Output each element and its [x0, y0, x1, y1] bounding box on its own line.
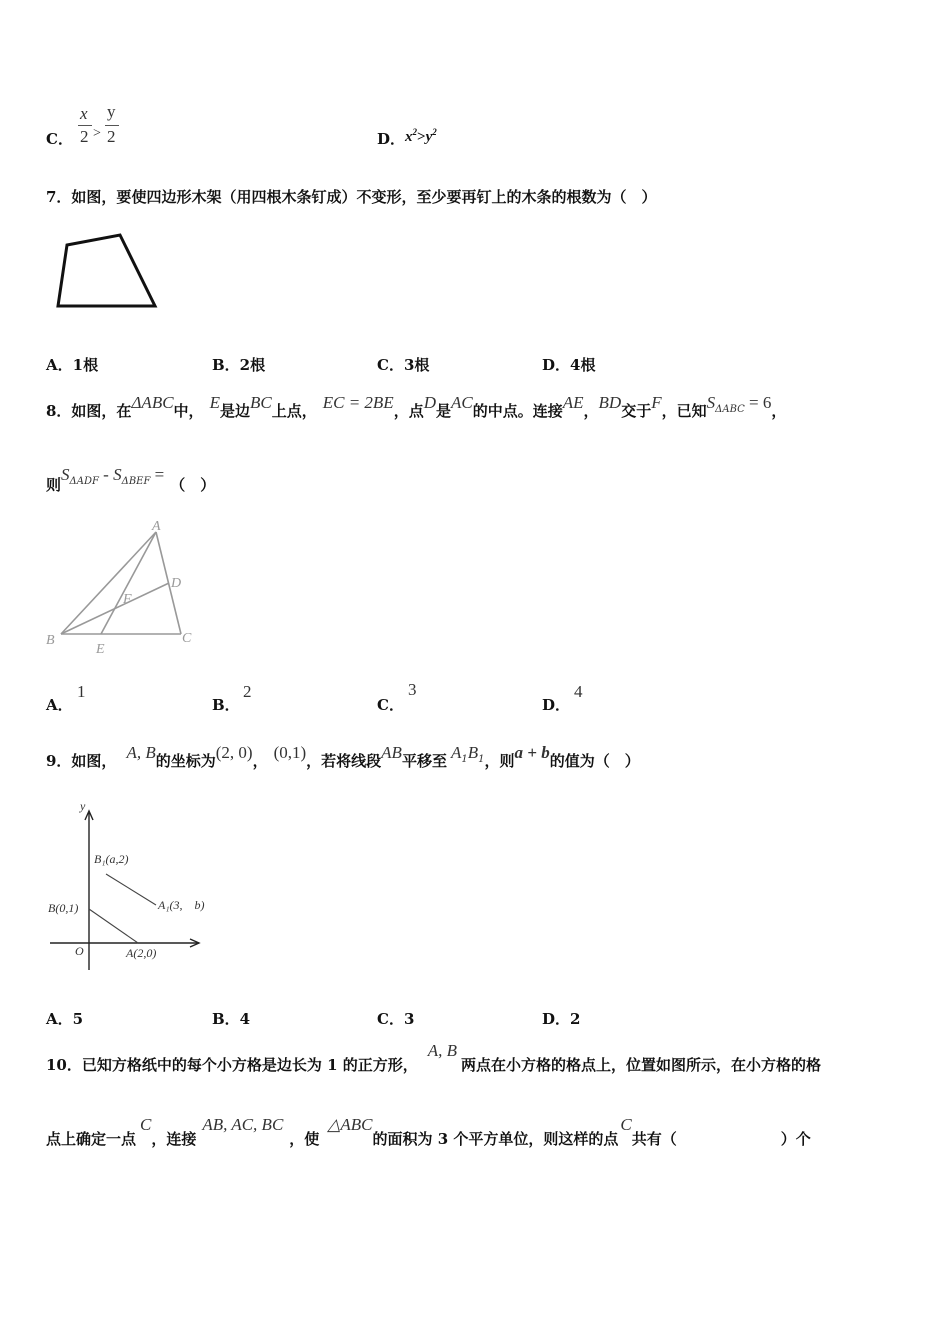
math-ec-equals-2be: EC = 2BE — [322, 393, 394, 412]
label-b1: B₁(a,2) — [94, 852, 129, 866]
math-triangle-abc: △ABC — [327, 1115, 373, 1134]
q8-text: 上点， — [271, 402, 317, 420]
q8-option-b-value: 2 — [243, 682, 252, 701]
q8-stem-line-2 — [46, 464, 216, 494]
q8-text: 交于 — [621, 402, 652, 420]
q8-text: ，点 — [393, 402, 424, 420]
q9-text: ， — [252, 752, 268, 770]
q10-text: 点上确定一点 — [46, 1130, 137, 1148]
math-point-e: E — [209, 393, 220, 412]
q7-stem: 7．如图，要使四边形木架（用四根木条钉成）不变形，至少要再钉上的木条的根数为（ ） — [46, 188, 657, 206]
q7-option-a: A．1根 — [46, 356, 99, 374]
q9-option-a: A．5 — [46, 1010, 84, 1028]
math-points-a-b: A, B — [427, 1041, 458, 1060]
q10-stem-line-1 — [46, 1040, 822, 1074]
q10-text: 10．已知方格纸中的每个小方格是边长为 1 的正方形， — [46, 1056, 418, 1074]
label-c: C — [182, 631, 192, 646]
label-a1: A₁(3, b) — [158, 898, 205, 912]
exponent: 2 — [432, 127, 437, 137]
math-minus: - — [98, 465, 114, 484]
math-subscript: ΔADF — [69, 476, 99, 487]
q6-option-d-label: D． — [377, 130, 406, 148]
q6-option-c-expression — [76, 100, 136, 150]
math-point-f: F — [651, 393, 662, 412]
math-area-s: S — [113, 465, 122, 484]
q9-text: ，若将线段 — [306, 752, 382, 770]
greater-than-sign: > — [93, 126, 101, 141]
q8-option-d-value: 4 — [574, 682, 583, 701]
greater-than-sign: > — [417, 129, 426, 145]
math-point-c: C — [140, 1115, 152, 1134]
q8-text: 则 — [46, 476, 62, 494]
math-point-c: C — [620, 1115, 632, 1134]
math-subscript: 1 — [461, 754, 468, 765]
q8-triangle-figure — [40, 514, 210, 659]
segment-a1b1 — [106, 874, 156, 905]
q10-text: ，连接 — [151, 1130, 197, 1148]
q10-text: 共有（ — [631, 1130, 677, 1148]
q10-stem-line-2 — [46, 1114, 811, 1148]
fraction-denominator: 2 — [80, 127, 89, 146]
q8-text: ， — [771, 402, 787, 420]
math-point-b1: B — [467, 743, 479, 762]
math-subscript: ΔABC — [715, 404, 745, 415]
math-a-plus-b: a + b — [514, 743, 550, 762]
label-e: E — [96, 642, 105, 657]
math-segment-ae: AE — [562, 393, 584, 412]
q9-text: 9．如图， — [46, 752, 117, 770]
q7-option-b: B．2根 — [212, 356, 266, 374]
math-area-s: S — [61, 465, 70, 484]
q8-option-a-value: 1 — [77, 682, 86, 701]
math-coordinate-0-1: (0,1) — [273, 743, 307, 762]
q7-option-c: C．3根 — [377, 356, 430, 374]
q9-stem — [46, 742, 640, 770]
math-coordinate-2-0: (2, 0) — [215, 743, 253, 762]
q7-option-d: D．4根 — [542, 356, 596, 374]
q9-option-b: B．4 — [212, 1010, 251, 1028]
q9-text: 的坐标为 — [155, 752, 216, 770]
q8-option-c-label: C． — [377, 696, 404, 714]
q8-option-b-label: B． — [212, 696, 240, 714]
math-segments-ab-ac-bc: AB, AC, BC — [202, 1115, 284, 1134]
math-point-a1: A — [450, 743, 462, 762]
q9-option-d: D．2 — [542, 1010, 581, 1028]
fraction-bar — [78, 125, 92, 126]
q8-stem-line-1 — [46, 392, 916, 422]
q8-text: 是边 — [219, 402, 250, 420]
label-origin: O — [75, 944, 84, 958]
q10-text: 两点在小方格的格点上，位置如图所示，在小方格的格 — [461, 1056, 822, 1074]
math-subscript: 1 — [478, 754, 485, 765]
q8-option-d-label: D． — [542, 696, 571, 714]
math-subscript: ΔBEF — [121, 476, 151, 487]
label-b: B(0,1) — [48, 901, 79, 915]
q8-text: 8．如图，在 — [46, 402, 132, 420]
q10-text: ，使 — [289, 1130, 320, 1148]
math-area-s: S — [706, 393, 716, 412]
fraction-numerator: y — [107, 102, 116, 121]
label-b: B — [46, 633, 55, 648]
q7-quadrilateral-figure — [50, 228, 165, 313]
q8-option-a-label: A． — [46, 696, 73, 714]
segment-bd — [61, 583, 169, 634]
q10-text: 的面积为 3 个平方单位，则这样的点 — [372, 1130, 619, 1148]
math-equals-6: = 6 — [744, 393, 772, 412]
math-segment-ac: AC — [451, 393, 473, 412]
math-triangle-abc: ΔABC — [131, 393, 174, 412]
quadrilateral-frame — [58, 235, 155, 306]
q10-text: ）个 — [780, 1130, 811, 1148]
var-y: y — [425, 129, 433, 145]
q8-option-c-value: 3 — [408, 680, 417, 699]
label-d: D — [171, 576, 182, 591]
label-a: A — [152, 519, 161, 534]
math-segment-bc: BC — [249, 393, 272, 412]
fraction-denominator: 2 — [107, 127, 116, 146]
fraction-numerator: x — [80, 104, 88, 123]
label-f: F — [123, 592, 132, 607]
q9-coordinate-figure — [44, 798, 214, 978]
q9-text: 的值为（ ） — [549, 752, 640, 770]
math-points-a-b: A, B — [126, 743, 156, 762]
fraction-bar — [105, 125, 119, 126]
exponent: 2 — [412, 127, 417, 137]
math-segment-ab: AB — [381, 743, 402, 762]
q6-option-c-label: C． — [46, 130, 73, 148]
math-point-d: D — [423, 393, 436, 412]
q8-text: ， — [583, 402, 599, 420]
q8-text: 中， — [173, 402, 204, 420]
q8-text: ，已知 — [661, 402, 707, 420]
var-x: x — [405, 129, 413, 145]
q9-option-c: C．3 — [377, 1010, 415, 1028]
q9-text: ，则 — [484, 752, 515, 770]
q9-text: 平移至 — [401, 752, 447, 770]
q8-text: 的中点。连接 — [472, 402, 563, 420]
answer-paren: （ ） — [170, 476, 216, 494]
math-equals: = — [150, 465, 165, 484]
segment-ab — [89, 909, 138, 943]
q6-option-d-expression — [405, 127, 437, 146]
label-a: A(2,0) — [126, 946, 157, 960]
q8-text: 是 — [435, 402, 451, 420]
math-segment-bd: BD — [598, 393, 622, 412]
label-y: y — [80, 799, 86, 813]
